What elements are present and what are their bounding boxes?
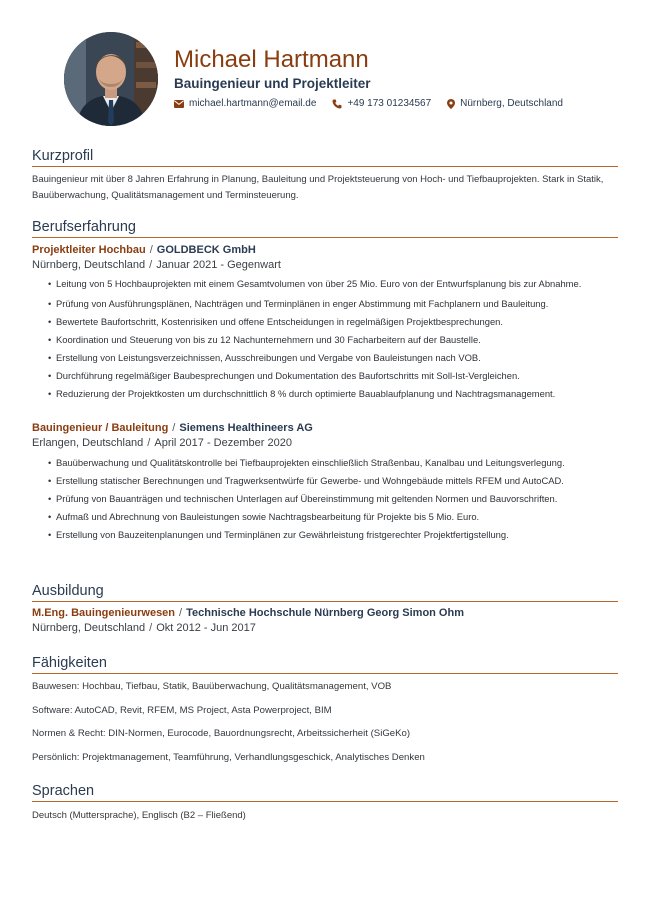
bullet-item: • Reduzierung der Projektkosten um durchschnittlich 8 % durch optimierte Bauablaufplanung und Nachtragsmanagement. (48, 385, 618, 403)
degree: M.Eng. Bauingenieurwesen (32, 607, 176, 619)
skill-line: Software: AutoCAD, Revit, RFEM, MS Project, Asta Powerproject, BIM (32, 704, 332, 716)
avatar (64, 32, 158, 126)
person-name: Michael Hartmann (174, 46, 369, 73)
bullet-item: • Leitung von 5 Hochbauprojekten mit einem Gesamtvolumen von über 25 Mio. Euro von der Entwurfsplanung bis zur Abnahme. (48, 276, 618, 292)
job-heading (32, 421, 618, 436)
skills-list (32, 675, 618, 769)
bullet-item: • Koordination und Steuerung von bis zu 12 Nachunternehmern und 30 Facharbeitern auf der Baustelle. (48, 331, 618, 349)
bullet-item: • Bauüberwachung und Qualitätskontrolle bei Tiefbauprojekten einschließlich Straßenbau, Kanalbau und Leitungsverlegung. (48, 454, 618, 472)
job-period: Januar 2021 - Gegenwart (156, 259, 281, 271)
education-section (32, 582, 618, 636)
job-entry (32, 421, 618, 544)
section-title-experience: Berufserfahrung (32, 218, 618, 238)
phone-text: +49 173 01234567 (347, 98, 432, 109)
profile-text: Bauingenieur mit über 8 Jahren Erfahrung in Planung, Bauleitung und Projektsteuerung von Hoch- und Tiefbauprojekten. Stark in Statik, Bauüberwachung, Qualitätsmanagement und Terminsteuerung. (32, 174, 604, 201)
skill-line: Normen & Recht: DIN-Normen, Eurocode, Bauordnungsrecht, Arbeitssicherheit (SiGeKo) (32, 728, 411, 739)
job-role: Bauingenieur / Bauleitung (32, 421, 169, 434)
separator: / (149, 259, 153, 271)
bullet-item: • Erstellung von Bauzeitenplanungen und Terminplänen zur Gewährleistung fristgerechter Projektfertigstellung. (48, 526, 618, 544)
section-title-profile: Kurzprofil (32, 147, 618, 167)
job-bullets (48, 276, 618, 403)
bullet-item: • Durchführung regelmäßiger Baubesprechungen und Dokumentation des Baufortschritts mit Soll-Ist-Vergleichen. (48, 367, 618, 385)
contact-phone[interactable] (332, 98, 431, 109)
job-location: Erlangen, Deutschland (32, 436, 144, 449)
job-company: Siemens Healthineers AG (179, 421, 313, 434)
bullet-item: • Prüfung von Ausführungsplänen, Nachträgen und Terminplänen in enger Abstimmung mit Fachplanern und Bauleitung. (48, 295, 618, 313)
job-period: April 2017 - Dezember 2020 (154, 436, 292, 449)
skills-section (32, 654, 618, 769)
school: Technische Hochschule Nürnberg Georg Simon Ohm (186, 607, 464, 619)
job-title: Bauingenieur und Projektleiter (174, 76, 371, 91)
section-title-skills: Fähigkeiten (32, 654, 618, 674)
portrait-image (64, 32, 158, 126)
education-location: Nürnberg, Deutschland (32, 622, 146, 634)
profile-section (32, 147, 618, 203)
envelope-icon (174, 100, 184, 108)
separator: / (172, 421, 176, 434)
job-meta (32, 436, 618, 451)
contact-location (447, 98, 563, 109)
bullet-item: • Erstellung von Leistungsverzeichnissen, Ausschreibungen und Vergabe von Bauleistungen nach VOB. (48, 349, 618, 367)
skill-line: Bauwesen: Hochbau, Tiefbau, Statik, Bauüberwachung, Qualitätsmanagement, VOB (32, 681, 392, 692)
email-text: michael.hartmann@email.de (189, 98, 317, 109)
education-meta (32, 621, 618, 636)
education-period: Okt 2012 - Jun 2017 (156, 622, 256, 634)
job-company: GOLDBECK GmbH (156, 244, 256, 256)
job-location: Nürnberg, Deutschland (32, 259, 146, 271)
bullet-item: • Erstellung statischer Berechnungen und Tragwerksentwürfe für Gewerbe- und Wohngebäude mittels RFEM und AutoCAD. (48, 472, 618, 490)
separator: / (149, 244, 153, 256)
job-entry (32, 243, 618, 403)
section-title-languages: Sprachen (32, 782, 618, 802)
education-heading (32, 606, 618, 621)
location-text: Nürnberg, Deutschland (460, 98, 563, 109)
section-title-education: Ausbildung (32, 582, 618, 602)
location-pin-icon (447, 99, 455, 109)
languages-section (32, 782, 618, 824)
skill-line: Persönlich: Projektmanagement, Teamführung, Verhandlungsgeschick, Analytisches Denken (32, 751, 425, 763)
bullet-item: • Bewertete Baufortschritt, Kostenrisiken und offene Entscheidungen in regelmäßigen Projektbesprechungen. (48, 313, 618, 331)
separator: / (179, 607, 183, 619)
job-bullets (48, 454, 618, 544)
bullet-item: • Aufmaß und Abrechnung von Bauleistungen sowie Nachtragsbearbeitung für Projekte bis 5 Mio. Euro. (48, 508, 618, 526)
separator: / (147, 436, 151, 449)
experience-section (32, 218, 618, 544)
resume-header (32, 0, 618, 130)
contact-row (174, 98, 579, 109)
languages-text: Deutsch (Muttersprache), Englisch (B2 – Fließend) (32, 810, 246, 821)
job-meta (32, 258, 618, 273)
bullet-item: • Prüfung von Bauanträgen und technischen Unterlagen auf Übereinstimmung mit geltenden Normen und Bauvorschriften. (48, 490, 618, 508)
job-role: Projektleiter Hochbau (32, 244, 146, 256)
separator: / (149, 622, 153, 634)
contact-email[interactable] (174, 98, 316, 109)
job-heading (32, 243, 618, 258)
phone-icon (332, 99, 342, 109)
